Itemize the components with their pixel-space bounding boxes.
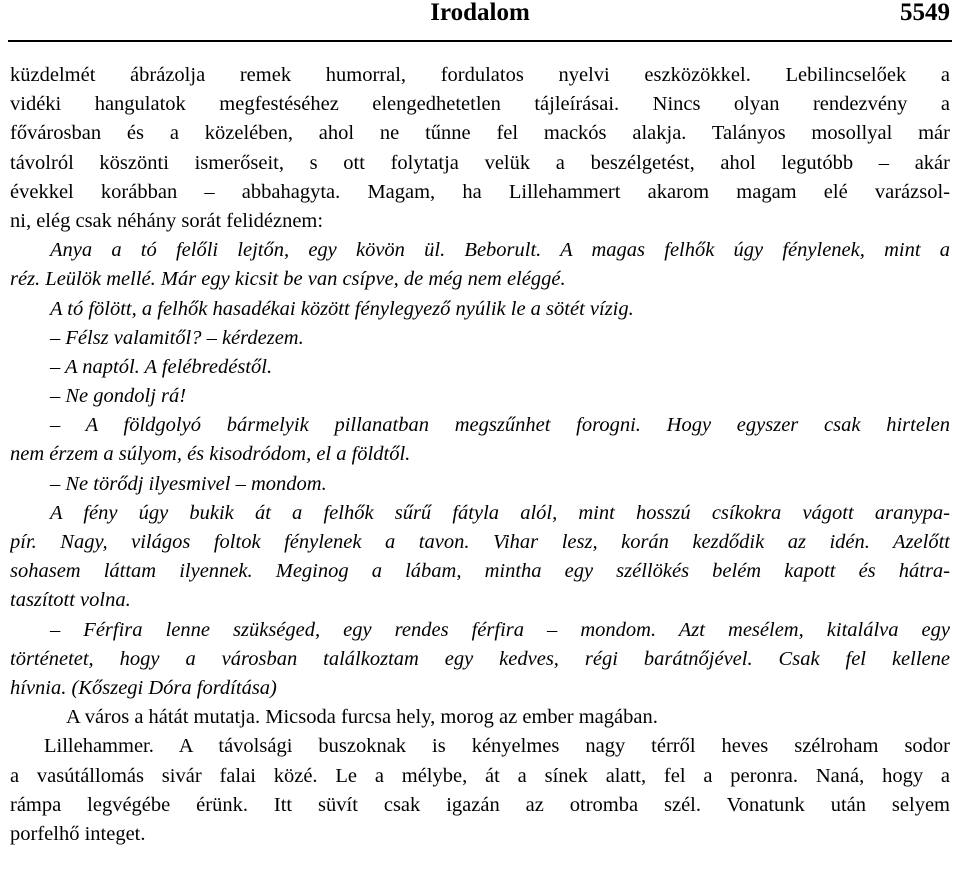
text-line: nem érzem a súlyom, és kisodródom, el a földtől. [10,443,411,466]
text-line: küzdelmét ábrázolja remek humorral, fordulatos nyelvi eszközökkel. Lebilincselőek a [10,64,950,86]
text-line: sohasem láttam ilyennek. Meginog a lábam, mintha egy széllökés belém kapott és hátra- [10,560,950,583]
text-line: taszított volna. [10,589,131,612]
section-title: Irodalom [430,0,530,26]
text-line: rámpa legvégébe érünk. Itt süvít csak igazán az otromba szél. Vonatunk után selyem [10,793,950,816]
text-line: Lillehammer. A távolsági buszoknak is kényelmes nagy térről heves szélroham sodor [44,735,950,758]
article-body [10,61,950,849]
text-line: A fény úgy bukik át a felhők sűrű fátyla alól, mint hosszú csíkokra vágott aranypa- [50,501,950,524]
text-line: réz. Leülök mellé. Már egy kicsit be van csípve, de még nem eléggé. [10,268,566,291]
text-line: – Félsz valamitől? – kérdezem. [50,326,304,349]
text-line: hívnia. (Kőszegi Dóra fordítása) [10,676,277,699]
text-line: távolról köszönti ismerőseit, s ott folytatja velük a beszélgetést, ahol legutóbb – akár [10,151,950,174]
text-line: – Ne gondolj rá! [50,385,187,408]
text-line: ni, elég csak néhány sorát felidéznem: [10,209,324,232]
text-line: A város a hátát mutatja. Micsoda furcsa hely, morog az ember magában. [66,706,658,729]
text-line: porfelhő integet. [10,822,146,845]
text-line: évekkel korábban – abbahagyta. Magam, ha Lillehammert akarom magam elé varázsol- [10,180,950,203]
text-line: – A földgolyó bármelyik pillanatban megszűnhet forogni. Hogy egyszer csak hirtelen [50,414,950,437]
text-line: Anya a tó felőli lejtőn, egy kövön ül. Beborult. A magas felhők úgy fénylenek, mint a [50,239,950,262]
text-line: pír. Nagy, világos foltok fénylenek a tavon. Vihar lesz, korán kezdődik az idén. Azelőtt [10,531,950,553]
text-line: – Ne törődj ilyesmivel – mondom. [50,472,327,495]
text-line: történetet, hogy a városban találkoztam egy kedves, régi barátnőjével. Csak fel kellene [10,647,950,670]
text-line: – A naptól. A felébredéstől. [50,355,273,378]
text-line: A tó fölött, a felhők hasadékai között fénylegyező nyúlik le a sötét vízig. [50,297,634,320]
page-number: 5549 [900,0,950,26]
text-line: a vasútállomás sivár falai közé. Le a mélybe, át a sínek alatt, fel a peronra. Naná, hogy a [10,764,950,787]
text-line: fővárosban és a közelében, ahol ne tűnne fel mackós alakja. Talányos mosollyal már [10,122,950,145]
running-header [8,0,952,42]
text-line: – Férfira lenne szükséged, egy rendes férfira – mondom. Azt mesélem, kitalálva egy [50,618,950,641]
text-line: vidéki hangulatok megfestéséhez elengedhetetlen tájleírásai. Nincs olyan rendezvény a [10,93,950,116]
